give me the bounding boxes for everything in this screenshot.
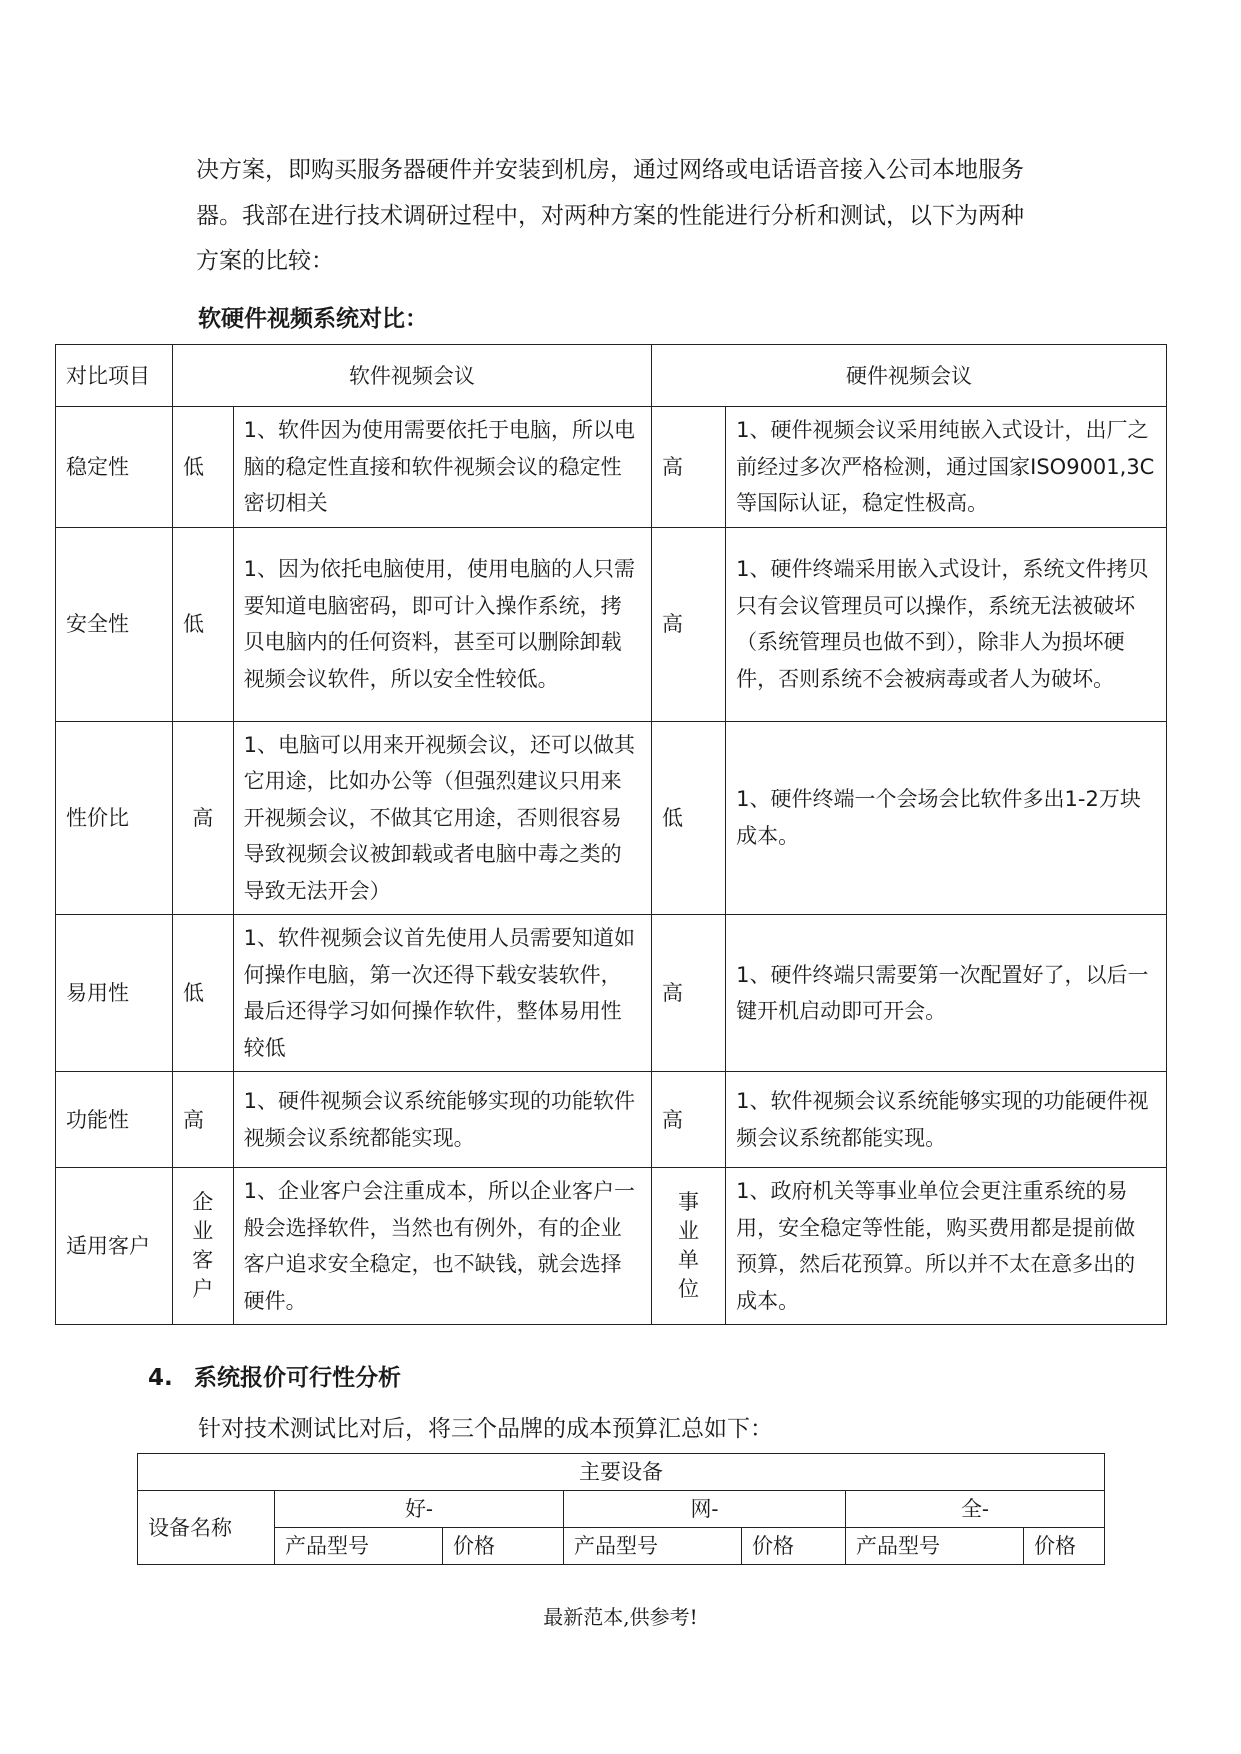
hardware-level: 低 (651, 721, 725, 915)
page-footer: 最新范本,供参考! (543, 1605, 698, 1629)
budget-paragraph: 针对技术测试比对后，将三个品牌的成本预算汇总如下： (198, 1416, 773, 1442)
comparison-row-security (56, 527, 1167, 721)
hardware-level: 事 业 单 位 (651, 1168, 725, 1325)
software-level: 低 (172, 915, 233, 1072)
hardware-level: 高 (651, 1072, 725, 1168)
row-item: 功能性 (56, 1072, 173, 1168)
hardware-description: 1、硬件终端采用嵌入式设计，系统文件拷贝只有会议管理员可以操作，系统无法被破坏（系统管理员也做不到），除非人为损坏硬件，否则系统不会被病毒或者人为破坏。 (726, 527, 1167, 721)
equipment-title: 主要设备 (138, 1454, 1105, 1491)
hardware-description: 1、硬件终端一个会场会比软件多出1-2万块成本。 (726, 721, 1167, 915)
intro-line: 器。我部在进行技术调研过程中，对两种方案的性能进行分析和测试，以下为两种 (196, 202, 1024, 229)
software-level: 高 (172, 721, 233, 915)
software-level: 企 业 客 户 (172, 1168, 233, 1325)
comparison-row-customers (56, 1168, 1167, 1325)
header-software: 软件视频会议 (172, 345, 651, 407)
price-header: 价格 (443, 1528, 564, 1565)
software-level: 低 (172, 407, 233, 528)
hardware-level: 高 (651, 527, 725, 721)
section-4-heading (148, 1362, 401, 1394)
brand-header: 全- (846, 1491, 1105, 1528)
model-header: 产品型号 (846, 1528, 1024, 1565)
equipment-subheader-row (138, 1528, 1105, 1565)
brand-header: 网- (564, 1491, 846, 1528)
equipment-table (137, 1453, 1105, 1565)
software-description: 1、因为依托电脑使用，使用电脑的人只需要知道电脑密码，即可计入操作系统，拷贝电脑内的任何资料，甚至可以删除卸载视频会议软件，所以安全性较低。 (233, 527, 651, 721)
row-item: 适用客户 (56, 1168, 173, 1325)
model-header: 产品型号 (275, 1528, 443, 1565)
hardware-description: 1、软件视频会议系统能够实现的功能硬件视频会议系统都能实现。 (726, 1072, 1167, 1168)
software-description: 1、硬件视频会议系统能够实现的功能软件视频会议系统都能实现。 (233, 1072, 651, 1168)
header-hardware: 硬件视频会议 (651, 345, 1166, 407)
brand-header: 好- (275, 1491, 564, 1528)
comparison-section-title: 软硬件视频系统对比： (198, 306, 428, 332)
intro-line: 决方案，即购买服务器硬件并安装到机房，通过网络或电话语音接入公司本地服务 (196, 157, 1024, 183)
software-description: 1、软件因为使用需要依托于电脑，所以电脑的稳定性直接和软件视频会议的稳定性密切相关 (233, 407, 651, 528)
comparison-row-functionality (56, 1072, 1167, 1168)
price-header: 价格 (742, 1528, 846, 1565)
comparison-table (55, 344, 1167, 1325)
hardware-level: 高 (651, 915, 725, 1072)
row-item: 稳定性 (56, 407, 173, 528)
comparison-row-usability (56, 915, 1167, 1072)
model-header: 产品型号 (564, 1528, 742, 1565)
intro-paragraph (196, 148, 1096, 285)
software-description: 1、电脑可以用来开视频会议，还可以做其它用途，比如办公等（但强烈建议只用来开视频会议，不做其它用途，否则很容易导致视频会议被卸载或者电脑中毒之类的导致无法开会） (233, 721, 651, 915)
equipment-title-row (138, 1454, 1105, 1491)
software-description: 1、软件视频会议首先使用人员需要知道如何操作电脑，第一次还得下载安装软件，最后还得学习如何操作软件，整体易用性较低 (233, 915, 651, 1072)
equipment-name-header: 设备名称 (138, 1491, 275, 1565)
section-title: 系统报价可行性分析 (194, 1365, 401, 1391)
row-item: 安全性 (56, 527, 173, 721)
hardware-description: 1、硬件视频会议采用纯嵌入式设计，出厂之前经过多次严格检测，通过国家ISO9001,3C等国际认证，稳定性极高。 (726, 407, 1167, 528)
software-description: 1、企业客户会注重成本，所以企业客户一般会选择软件，当然也有例外，有的企业客户追求安全稳定，也不缺钱，就会选择硬件。 (233, 1168, 651, 1325)
hardware-description: 1、政府机关等事业单位会更注重系统的易用，安全稳定等性能，购买费用都是提前做预算，然后花预算。所以并不太在意多出的成本。 (726, 1168, 1167, 1325)
hardware-description: 1、硬件终端只需要第一次配置好了，以后一键开机启动即可开会。 (726, 915, 1167, 1072)
software-level: 低 (172, 527, 233, 721)
comparison-row-stability (56, 407, 1167, 528)
section-number: 4. (148, 1365, 173, 1391)
comparison-row-value (56, 721, 1167, 915)
header-item: 对比项目 (56, 345, 173, 407)
intro-line: 方案的比较： (196, 248, 334, 274)
row-item: 易用性 (56, 915, 173, 1072)
comparison-header-row (56, 345, 1167, 407)
equipment-brand-row (138, 1491, 1105, 1528)
row-item: 性价比 (56, 721, 173, 915)
price-header: 价格 (1024, 1528, 1105, 1565)
software-level: 高 (172, 1072, 233, 1168)
hardware-level: 高 (651, 407, 725, 528)
